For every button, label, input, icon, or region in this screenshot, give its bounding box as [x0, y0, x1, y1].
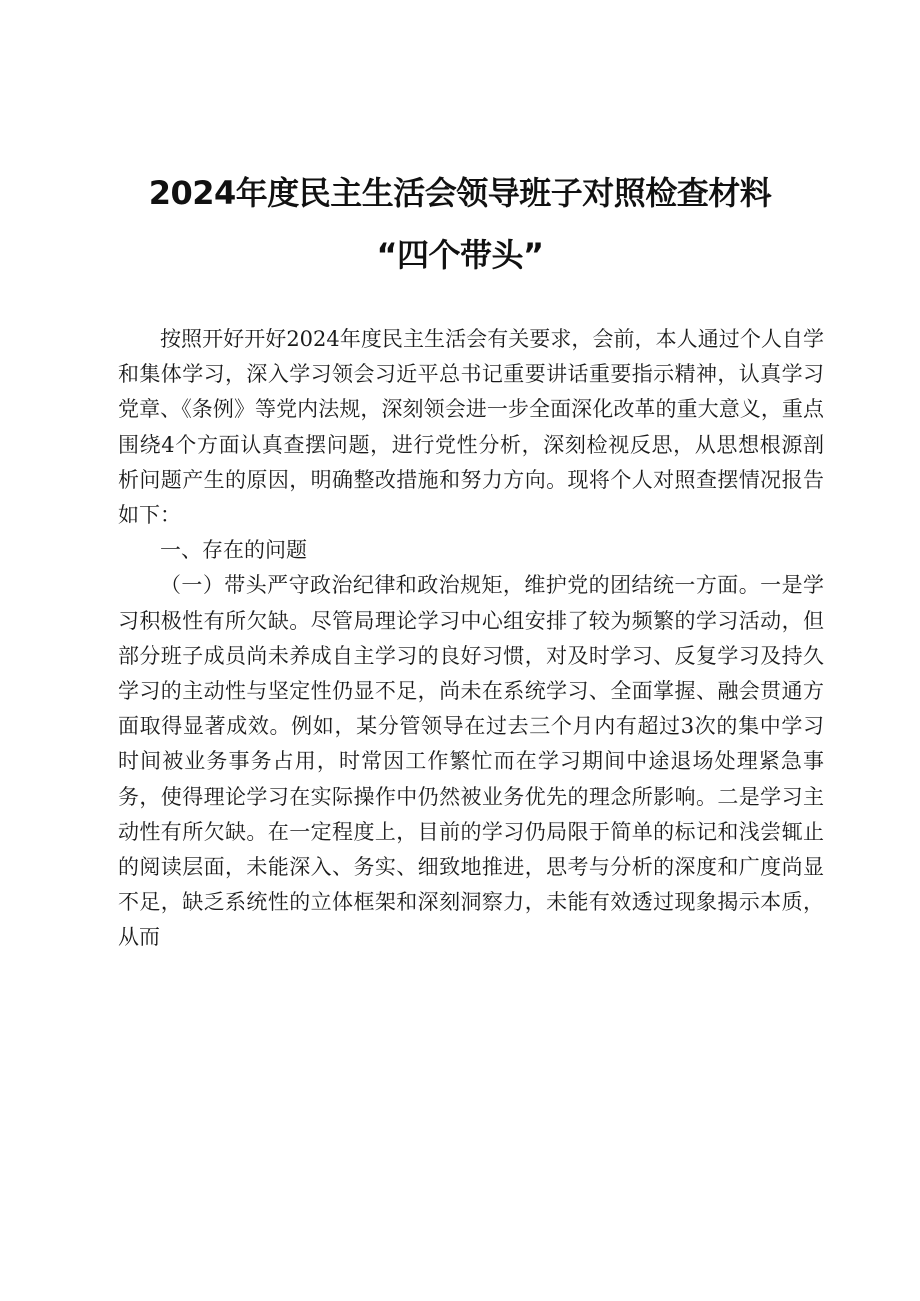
- document-title: 2024年度民主生活会领导班子对照检查材料: [148, 174, 772, 212]
- intro-paragraph: 按照开好开好2024年度民主生活会有关要求，会前，本人通过个人自学和集体学习，深入学习领会习近平总书记重要讲话重要指示精神，认真学习党章、《条例》等党内法规，深刻领会进一步全面深化改革的重大意义，重点围绕4个方面认真查摆问题，进行党性分析，深刻检视反思，从思想根源剖析问题产生的原因，明确整改措施和努力方向。现将个人对照查摆情况报告如下：: [118, 327, 824, 528]
- document-subtitle: “四个带头”: [376, 236, 544, 274]
- document-body: [118, 322, 824, 956]
- section-heading: 一、存在的问题: [160, 538, 307, 563]
- body-paragraph: （一）带头严守政治纪律和政治规矩，维护党的团结统一方面。一是学习积极性有所欠缺。尽管局理论学习中心组安排了较为频繁的学习活动，但部分班子成员尚未养成自主学习的良好习惯，对及时学习、反复学习及持久学习的主动性与坚定性仍显不足，尚未在系统学习、全面掌握、融会贯通方面取得显著成效。例如，某分管领导在过去三个月内有超过3次的集中学习时间被业务事务占用，时常因工作繁忙而在学习期间中途退场处理紧急事务，使得理论学习在实际操作中仍然被业务优先的理念所影响。二是学习主动性有所欠缺。在一定程度上，目前的学习仍局限于简单的标记和浅尝辄止的阅读层面，未能深入、务实、细致地推进，思考与分析的深度和广度尚显不足，缺乏系统性的立体框架和深刻洞察力，未能有效透过现象揭示本质，从而: [118, 573, 824, 950]
